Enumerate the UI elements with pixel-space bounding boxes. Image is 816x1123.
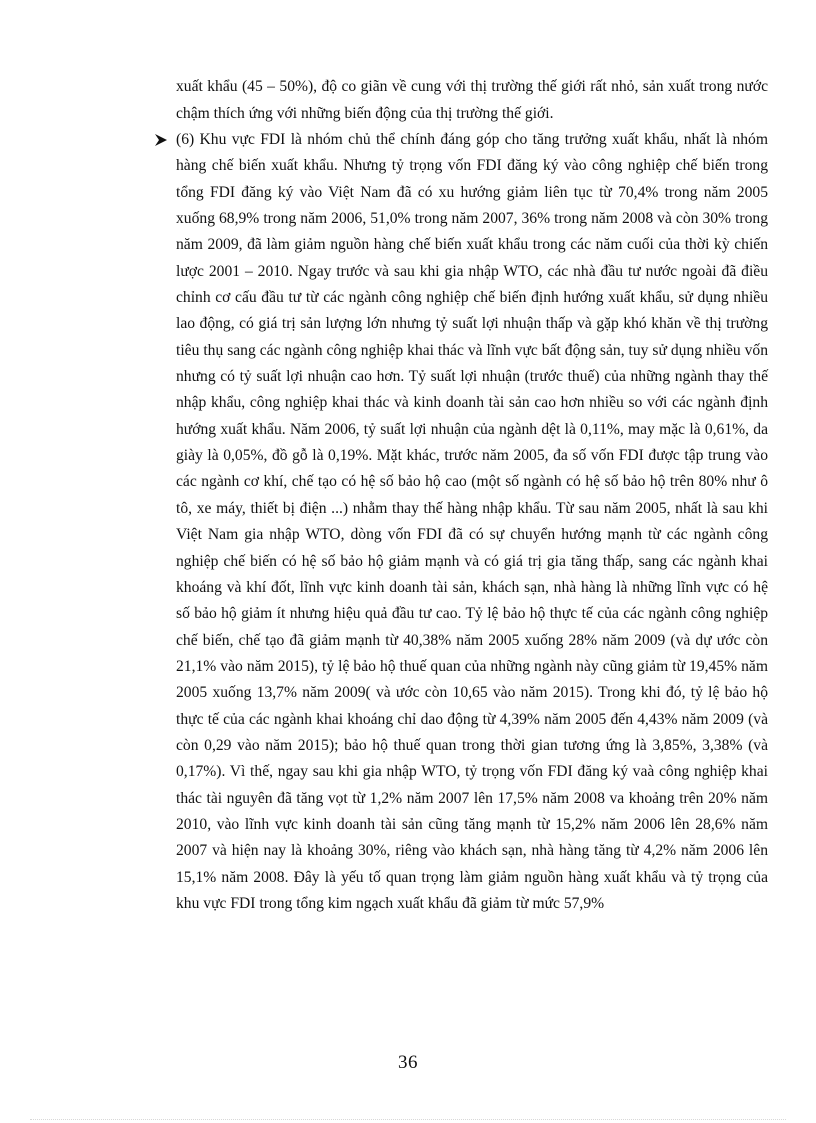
page-number: 36 xyxy=(398,1052,418,1073)
continuation-paragraph: xuất khẩu (45 – 50%), độ co giãn về cung với thị trường thế giới rất nhỏ, sản xuất trong nước chậm thích ứng với những biến động của thị trường thế giới. xyxy=(176,78,768,122)
bullet-paragraph: (6) Khu vực FDI là nhóm chủ thể chính đáng góp cho tăng trưởng xuất khẩu, nhất là nhóm hàng chế biến xuất khẩu. Nhưng tỷ trọng vốn FDI đăng ký vào công nghiệp chế biến trong tổng FDI đăng ký vào Việt Nam đã có xu hướng giảm liên tục từ 70,4% trong năm 2005 xuống 68,9% trong năm 2006, 51,0% trong năm 2007, 36% trong năm 2008 và còn 30% trong năm 2009, đã làm giảm nguồn hàng chế biến xuất khẩu trong các năm cuối của thời kỳ chiến lược 2001 – 2010. Ngay trước và sau khi gia nhập WTO, các nhà đầu tư nước ngoài đã điều chỉnh cơ cấu đầu tư từ các ngành công nghiệp chế biến định hướng xuất khẩu, sử dụng nhiều lao động, có giá trị sản lượng lớn nhưng tỷ suất lợi nhuận thấp và gặp khó khăn về thị trường tiêu thụ sang các ngành công nghiệp khai thác và lĩnh vực bất động sản, tuy sử dụng nhiều vốn nhưng có tỷ suất lợi nhuận cao hơn. Tỷ suất lợi nhuận (trước thuế) của những ngành thay thế nhập khẩu, công nghiệp khai thác và kinh doanh tài sản cao hơn nhiều so với các ngành định hướng xuất khẩu. Năm 2006, tỷ suất lợi nhuận của ngành dệt là 0,11%, may mặc là 0,61%, da giày là 0,05%, đồ gỗ là 0,19%. Mặt khác, trước năm 2005, đa số vốn FDI được tập trung vào các ngành cơ khí, chế tạo có hệ số bảo hộ cao (một số ngành có hệ số bảo hộ trên 80% như ô tô, xe máy, thiết bị điện ...) nhằm thay thế hàng nhập khẩu. Từ sau năm 2005, nhất là sau khi Việt Nam gia nhập WTO, dòng vốn FDI đã có sự chuyển hướng mạnh từ các ngành công nghiệp chế biến có hệ số bảo hộ giảm mạnh và có giá trị gia tăng thấp, sang các ngành khai khoáng và khí đốt, lĩnh vực kinh doanh tài sản, khách sạn, nhà hàng là những lĩnh vực có hệ số bảo hộ giảm ít nhưng hiệu quả đầu tư cao. Tỷ lệ bảo hộ thực tế của các ngành công nghiệp chế biến, chế tạo đã giảm mạnh từ 40,38% năm 2005 xuống 28% năm 2009 (và dự ước còn 21,1% vào năm 2015), tỷ lệ bảo hộ thuế quan của những ngành này cũng giảm từ 19,45% năm 2005 xuống 13,7% năm 2009( và ước còn 10,65 vào năm 2015). Trong khi đó, tỷ lệ bảo hộ thực tế của các ngành khai khoáng chỉ dao động từ 4,39% năm 2005 đến 4,43% năm 2009 (và còn 0,29 vào năm 2015); bảo hộ thuế quan trong thời gian tương ứng là 3,85%, 3,38% (và 0,17%). Vì thế, ngay sau khi gia nhập WTO, tỷ trọng vốn FDI đăng ký vaà công nghiệp khai thác tài nguyên đã tăng vọt từ 1,2% năm 2007 lên 17,5% năm 2008 va khoảng trên 20% năm 2010, vào lĩnh vực kinh doanh tài sản cũng tăng mạnh từ 15,2% năm 2006 lên 28,6% năm 2007 và hiện nay là khoảng 30%, riêng vào khách sạn, nhà hàng tăng từ 4,2% năm 2006 lên 15,1% năm 2008. Đây là yếu tố quan trọng làm giảm nguồn hàng xuất khẩu và tỷ trọng của khu vực FDI trong tổng kim ngạch xuất khẩu đã giảm từ mức 57,9% xyxy=(176,131,768,912)
arrow-bullet-icon xyxy=(154,133,168,147)
footer-divider xyxy=(30,1119,786,1120)
bullet-item xyxy=(154,127,768,917)
